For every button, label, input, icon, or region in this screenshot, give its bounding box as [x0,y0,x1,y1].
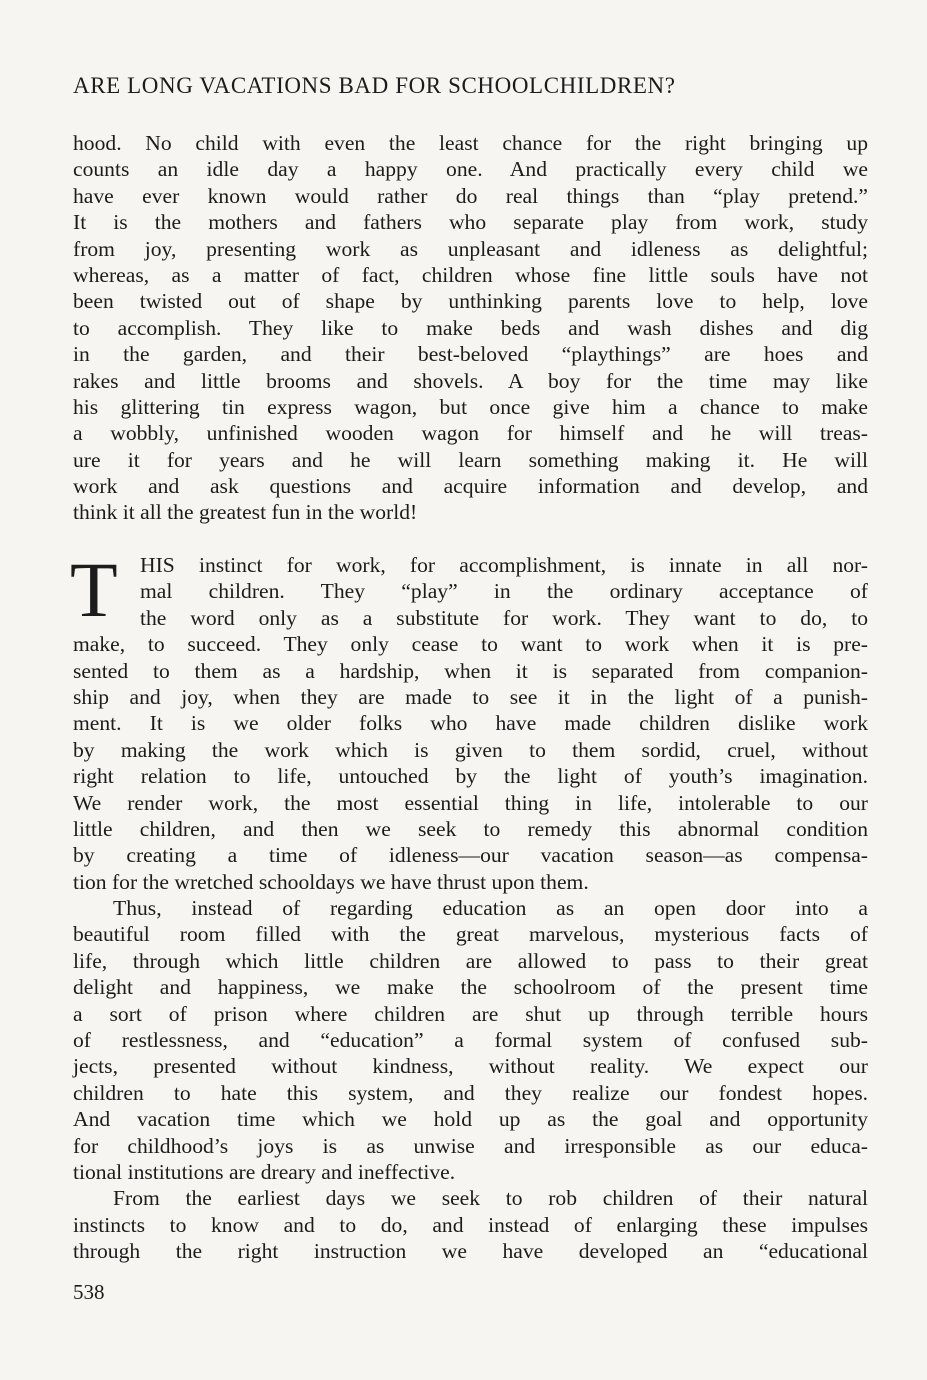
text-line: been twisted out of shape by unthinking parents love to help, love [73,289,868,314]
text-line: by creating a time of idleness—our vacation season—as compensa- [73,843,868,868]
text-line: his glittering tin express wagon, but once give him a chance to make [73,394,868,419]
text-line: little children, and then we seek to remedy this abnormal condition [73,816,868,841]
text-line: From the earliest days we seek to rob children of their natural [113,1186,868,1211]
text-line: right relation to life, untouched by the light of youth’s imagination. [73,764,868,789]
text-line: in the garden, and their best-beloved “playthings” are hoes and [73,342,868,367]
text-line: a sort of prison where children are shut up through terrible hours [73,1001,868,1026]
paragraph-continuation [73,130,868,526]
drop-cap: T [70,546,118,633]
paragraph-section-start [70,546,868,1265]
running-head: ARE LONG VACATIONS BAD FOR SCHOOLCHILDREN? [73,73,676,98]
text-line: beautiful room filled with the great marvelous, mysterious facts of [73,922,868,947]
text-line: counts an idle day a happy one. And practically every child we [73,157,868,182]
text-line: make, to succeed. They only cease to want to work when it is pre- [73,632,868,657]
text-line: mal children. They “play” in the ordinary acceptance of [140,579,868,604]
text-line: tion for the wretched schooldays we have thrust upon them. [73,869,589,894]
text-line: by making the work which is given to them sordid, cruel, without [73,737,868,762]
text-line: to accomplish. They like to make beds and wash dishes and dig [73,315,868,340]
text-line: have ever known would rather do real things than “play pretend.” [73,183,868,208]
text-line: from joy, presenting work as unpleasant and idleness as delightful; [73,236,868,261]
text-line: children to hate this system, and they realize our fondest hopes. [73,1080,868,1105]
text-line: hood. No child with even the least chance for the right bringing up [73,131,868,155]
text-line: We render work, the most essential thing in life, intolerable to our [73,790,868,815]
text-line: It is the mothers and fathers who separate play from work, study [73,210,868,235]
text-line: Thus, instead of regarding education as an open door into a [113,896,868,921]
text-line: tional institutions are dreary and ineffective. [73,1159,456,1184]
text-line: ment. It is we older folks who have made children dislike work [73,711,868,736]
text-line: And vacation time which we hold up as the goal and opportunity [73,1107,868,1132]
text-line: delight and happiness, we make the schoolroom of the present time [73,975,868,1000]
text-line: for childhood’s joys is as unwise and irresponsible as our educa- [73,1133,868,1158]
text-line: HIS instinct for work, for accomplishment, is innate in all nor- [140,553,868,577]
text-line: instincts to know and to do, and instead of enlarging these impulses [73,1212,868,1237]
text-line: think it all the greatest fun in the world! [73,500,418,525]
text-line: sented to them as a hardship, when it is separated from companion- [73,658,868,683]
text-line: rakes and little brooms and shovels. A boy for the time may like [73,368,868,393]
text-line: ure it for years and he will learn something making it. He will [73,447,868,472]
text-line: a wobbly, unfinished wooden wagon for himself and he will treas- [73,421,868,446]
text-line: ship and joy, when they are made to see it in the light of a punish- [73,684,868,709]
text-line: work and ask questions and acquire information and develop, and [73,474,868,499]
text-line: the word only as a substitute for work. They want to do, to [140,605,868,630]
text-line: whereas, as a matter of fact, children whose fine little souls have not [73,262,868,287]
text-line: through the right instruction we have developed an “educational [73,1239,868,1264]
page-number: 538 [73,1280,105,1304]
text-line: life, through which little children are allowed to pass to their great [73,948,868,973]
text-line: of restlessness, and “education” a formal system of confused sub- [73,1028,868,1053]
text-line: jects, presented without kindness, without reality. We expect our [73,1054,868,1079]
